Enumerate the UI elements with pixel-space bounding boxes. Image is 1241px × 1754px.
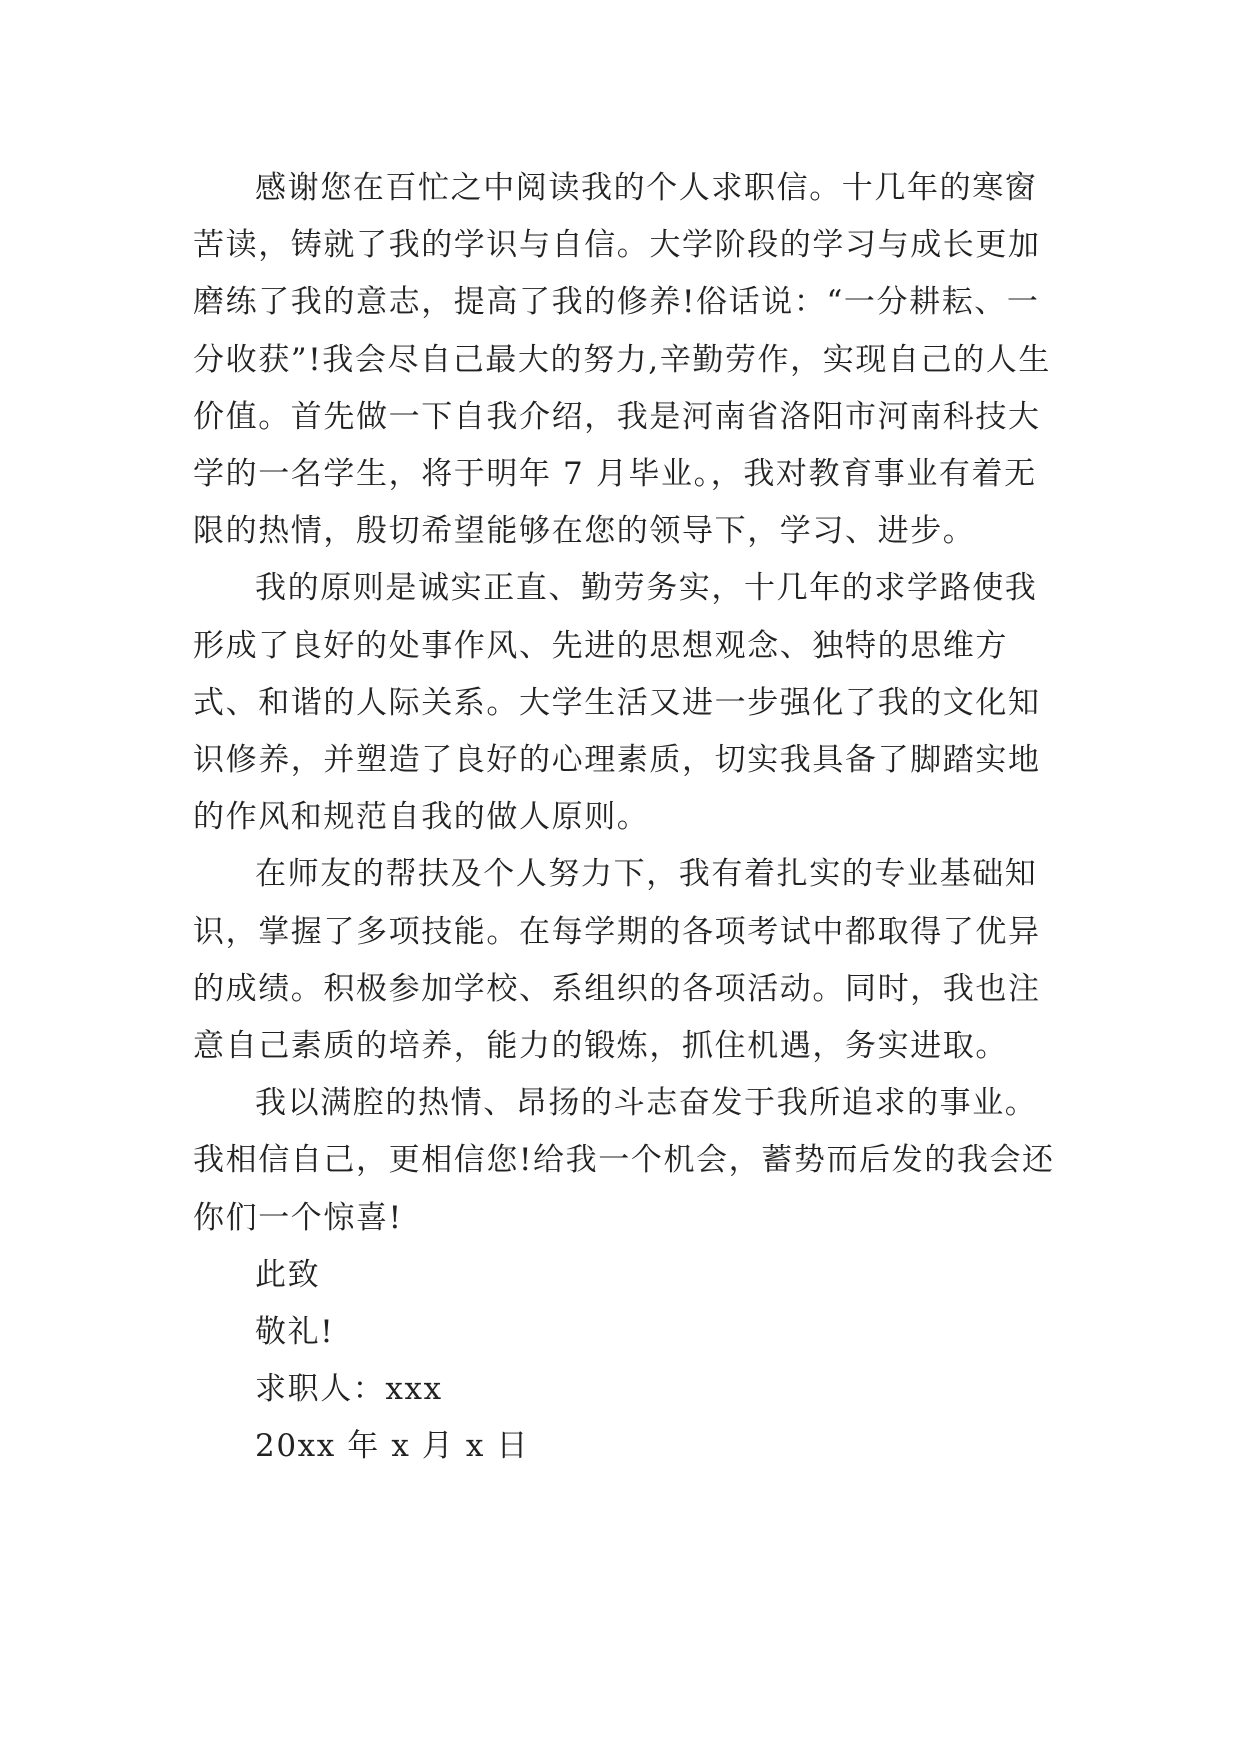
paragraph-intro: 感谢您在百忙之中阅读我的个人求职信。十几年的寒窗苦读，铸就了我的学识与自信。大学阶段的学习与成长更加磨练了我的意志，提高了我的修养!俗话说：“一分耕耘、一分收获”!我会尽自己最大的努力,辛勤劳作，实现自己的人生价值。首先做一下自我介绍，我是河南省洛阳市河南科技大学的一名学生，将于明年 7 月毕业。，我对教育事业有着无限的热情，殷切希望能够在您的领导下，学习、进步。 — [193, 170, 1051, 550]
paragraph-principles: 我的原则是诚实正直、勤劳务实，十几年的求学路使我形成了良好的处事作风、先进的思想观念、独特的思维方式、和谐的人际关系。大学生活又进一步强化了我的文化知识修养，并塑造了良好的心理素质，切实我具备了脚踏实地的作风和规范自我的做人原则。 — [193, 570, 1041, 836]
letter-date: 20xx 年 x 月 x 日 — [255, 1428, 530, 1465]
paragraph-skills: 在师友的帮扶及个人努力下，我有着扎实的专业基础知识，掌握了多项技能。在每学期的各项考试中都取得了优异的成绩。积极参加学校、系组织的各项活动。同时，我也注意自己素质的培养，能力的锻炼，抓住机遇，务实进取。 — [193, 856, 1041, 1065]
closing-salutation: 此致 — [255, 1256, 321, 1293]
applicant-signature: 求职人：xxx — [255, 1371, 443, 1408]
letter-body — [193, 160, 1055, 1476]
paragraph-conclusion: 我以满腔的热情、昂扬的斗志奋发于我所追求的事业。我相信自己，更相信您!给我一个机会，蓄势而后发的我会还你们一个惊喜! — [193, 1085, 1055, 1236]
closing-regards: 敬礼! — [255, 1314, 335, 1351]
